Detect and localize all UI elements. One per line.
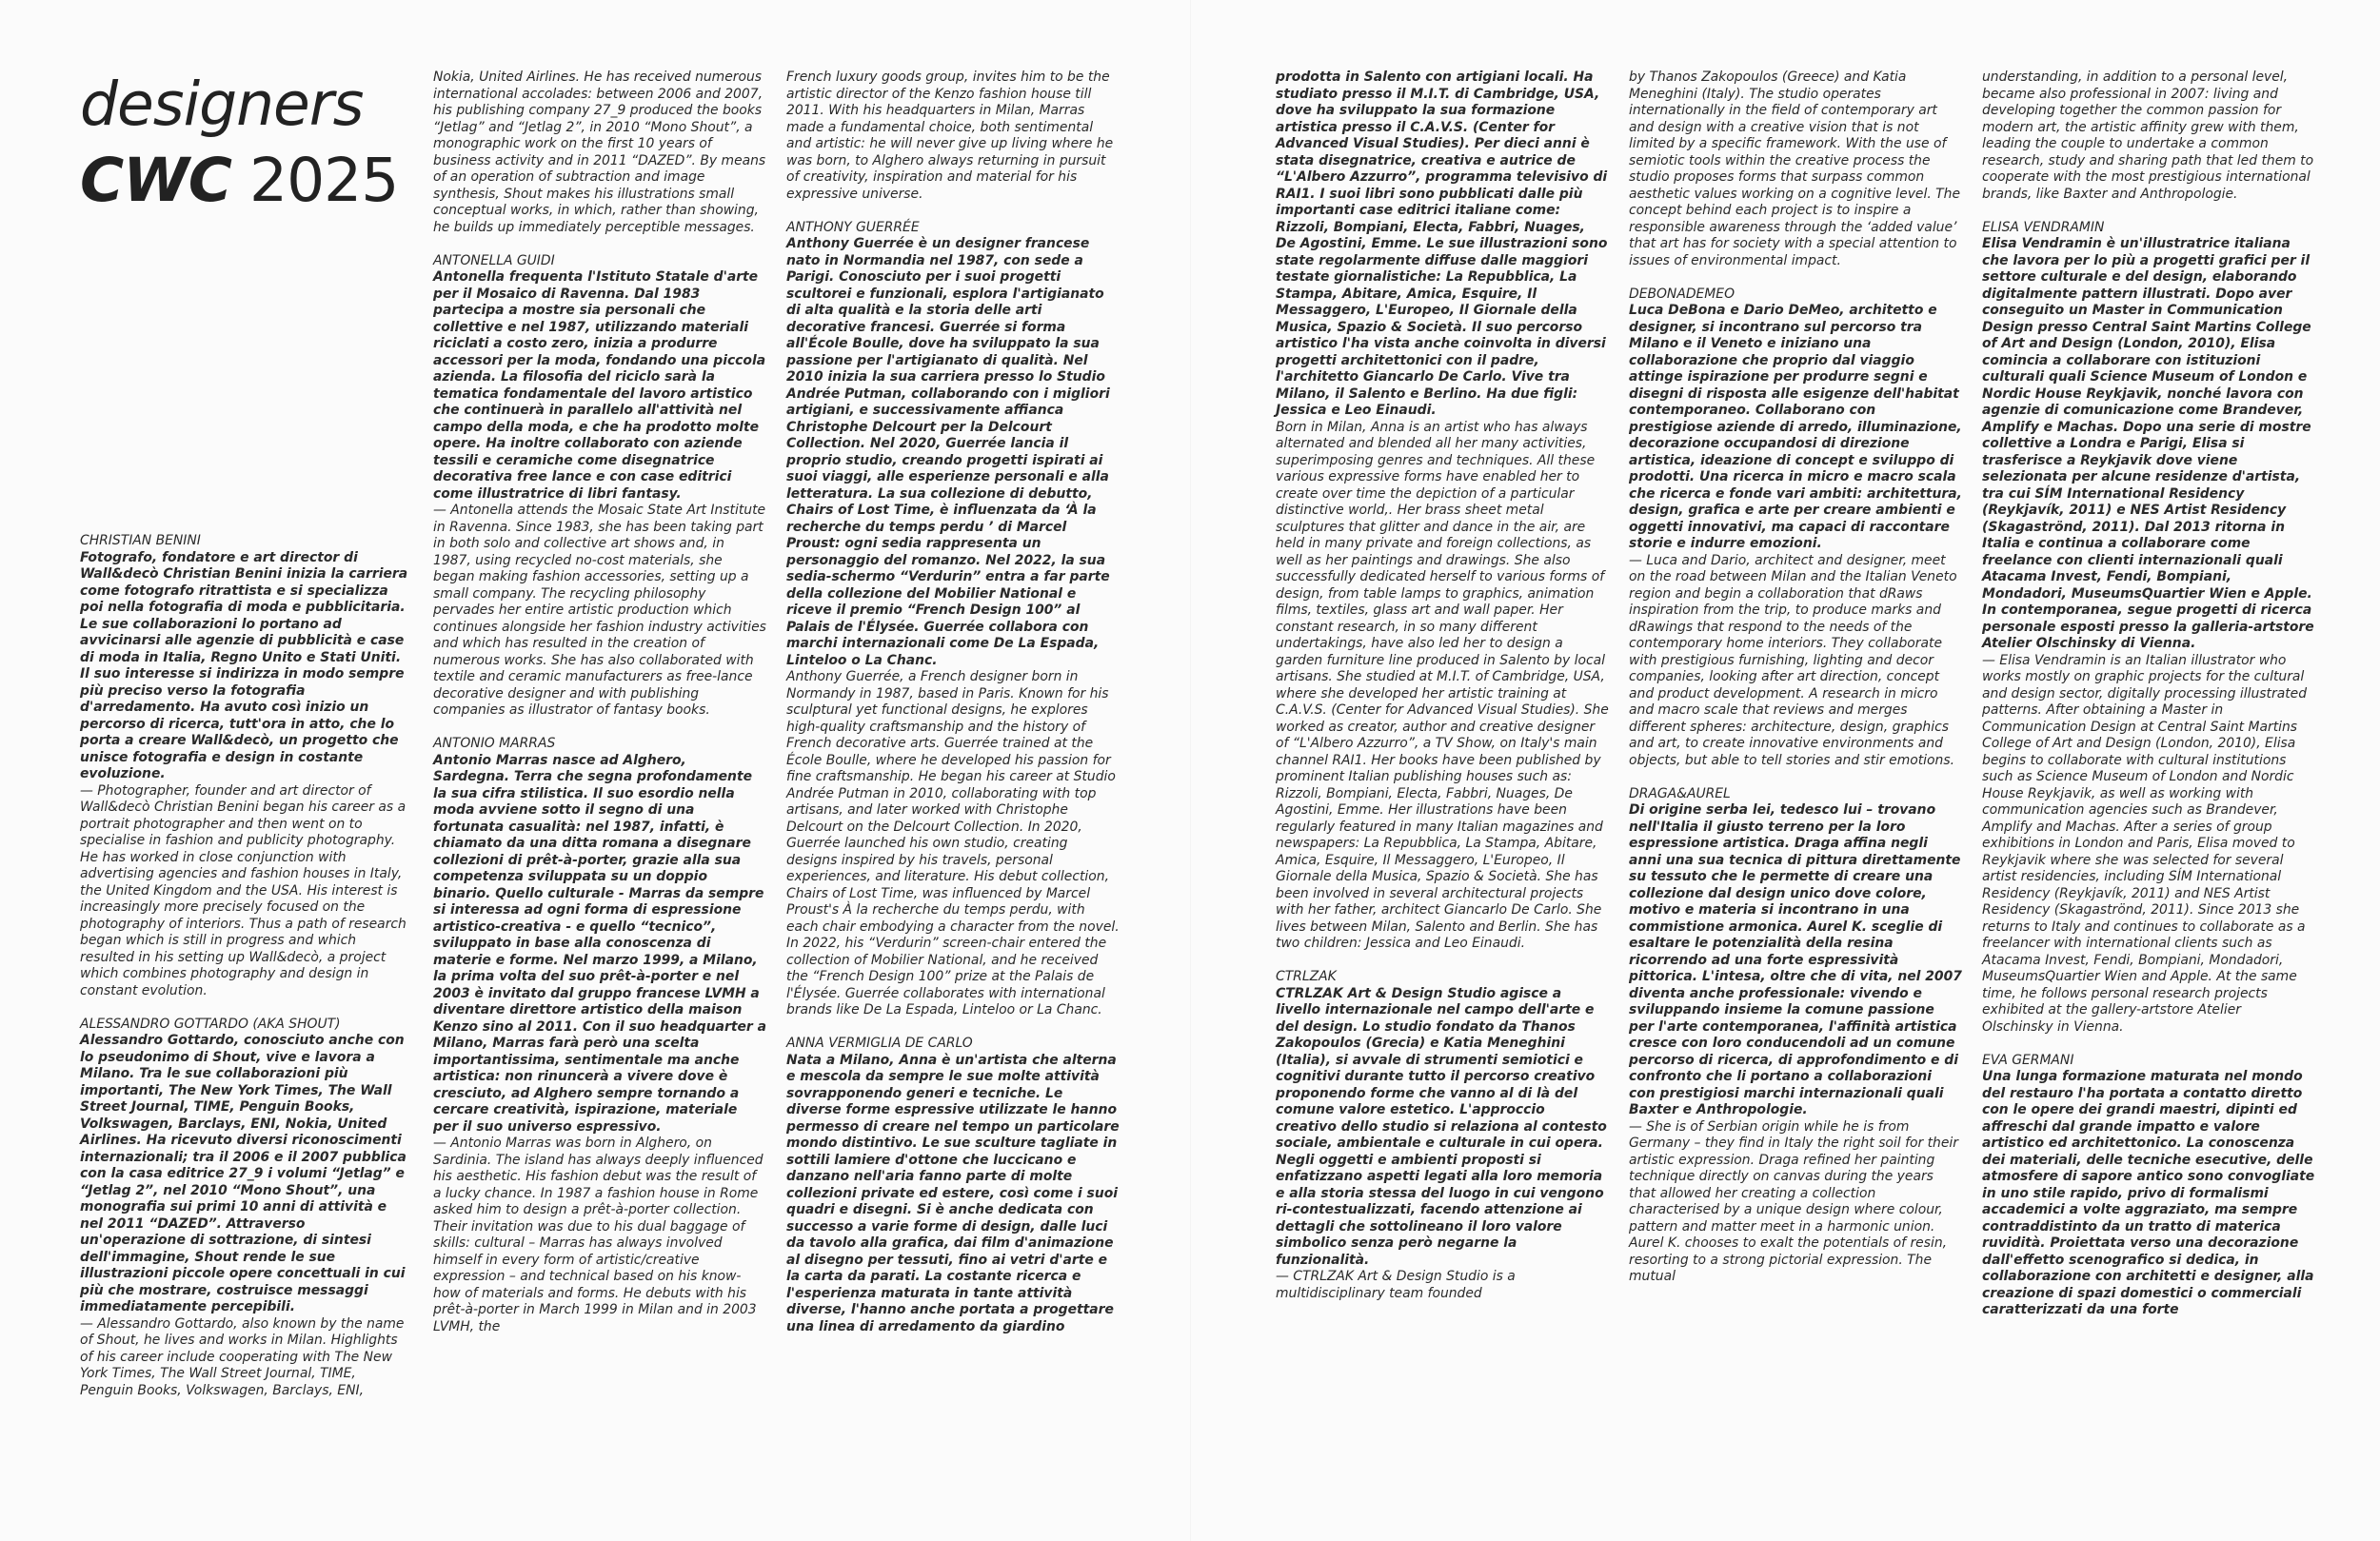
- designer-name-heading: CHRISTIAN BENINI: [80, 533, 201, 548]
- text-column-2: [433, 69, 766, 1335]
- designer-name-heading: ANNA VERMIGLIA DE CARLO: [786, 1036, 973, 1051]
- paragraph-spacer: [433, 720, 766, 737]
- text-column-6: [1982, 69, 2315, 1319]
- text-column-5: [1629, 69, 1962, 1286]
- page-title: [80, 67, 398, 219]
- bio-italian: Nata a Milano, Anna è un'artista che alterna e mescola da sempre le sue molte attività sovrapponendo generi e tecniche. Le diverse forme espressive utilizzate le hanno permesso di creare nel tempo un particolare mondo distintivo. Le sue sculture tagliate in sottili lamiere d'ottone che luccicano e danzano nell'aria fanno parte di molte collezioni private ed estere, così come i suoi quadri e disegni. Si è anche dedicata con successo a varie forme di design, dalle luci da tavolo alla grafica, dai film d'animazione al disegno per tessuti, fino ai vetri d'arte e la carta da parati. La costante ricerca e l'esperienza maturata in tante attività diverse, l'hanno anche portata a progettare una linea di arredamento da giardino: [786, 1052, 1120, 1334]
- text-column-1: [80, 533, 413, 1399]
- title-brand: CWC: [80, 146, 231, 215]
- bio-italian: Una lunga formazione maturata nel mondo del restauro l'ha portata a contatto diretto con le opere dei grandi maestri, dipinti ed affreschi dal grande impatto e valore artistico ed architettonico. La conoscenza dei materiali, delle tecniche esecutive, delle atmosfere di sapore antico sono convogliate in uno stile rapido, privo di formalismi accademici a volte aggraziato, ma sempre contraddistinto da un tratto di materica ruvidità. Proiettata verso una decorazione dall'effetto scenografico si dedica, in collaborazione con architetti e designer, alla creazione di spazi domestici o commerciali caratterizzati da una forte: [1982, 1069, 2315, 1317]
- designer-name-heading: CTRLZAK: [1276, 969, 1337, 984]
- bio-italian: Fotografo, fondatore e art director di Wall&decò Christian Benini inizia la carriera come fotografo ritrattista e si specializza poi nella fotografia di moda e pubblicitaria. Le sue collaborazioni lo portano ad avvicinarsi alle agenzie di pubblicità e case di moda in Italia, Regno Unito e Stati Uniti. Il suo interesse si indirizza in modo sempre più preciso verso la fotografia d'arredamento. Ha avuto così inizio un percorso di ricerca, tutt'ora in atto, che lo porta a creare Wall&decò, un progetto che unisce fotografia e design in costante evoluzione.: [80, 549, 408, 781]
- bio-italian: Luca DeBona e Dario DeMeo, architetto e designer, si incontrano sul percorso tra Milano e il Veneto e iniziano una collaborazione che proprio dal viaggio attinge ispirazione per produrre segni e disegni di risposta alle esigenze dell'habitat contemporaneo. Collaborano con prestigiose aziende di arredo, illuminazione, decorazione occupandosi di direzione artistica, ideazione di concept e sviluppo di prodotti. Una ricerca in micro e macro scala che ricerca e fonde vari ambiti: architettura, design, grafica e arte per creare ambienti e oggetti innovativi, ma capaci di raccontare storie e indurre emozioni.: [1629, 303, 1962, 551]
- bio-italian: CTRLZAK Art & Design Studio agisce a livello internazionale nel campo dell'arte e del design. Lo studio fondato da Thanos Zakopoulos (Grecia) e Katia Meneghini (Italia), si avvale di strumenti semiotici e cognitivi durante tutto il percorso creativo proponendo forme che vanno al di là del comune valore estetico. L'approccio creativo dello studio si relaziona al contesto sociale, ambientale e culturale in cui opera. Negli oggetti e ambienti proposti si enfatizzano aspetti legati alla loro memoria e alla storia stessa del luogo in cui vengono ri-contestualizzati, facendo attenzione ai dettagli che sottolineano il loro valore simbolico senza però negarne la funzionalità.: [1276, 985, 1607, 1268]
- bio-english: Born in Milan, Anna is an artist who has always alternated and blended all her many activities, superimposing genres and techniques. All these various expressive forms have enabled her to create over time the depiction of a particular distinctive world,. Her brass sheet metal sculptures that glitter and dance in the air, are held in many private and foreign collections, as well as her paintings and drawings. She also successfully dedicated herself to various forms of design, from table lamps to graphics, animation films, textiles, glass art and wall paper. Her constant research, in so many different undertakings, have also led her to design a garden furniture line produced in Salento by local artisans. She studied at M.I.T. of Cambridge, USA, where she developed her artistic training at C.A.V.S. (Center for Advanced Visual Studies). She worked as creator, author and creative designer of “L'Albero Azzurro”, a TV Show, on Italy's main channel RAI1. Her books have been published by prominent Italian publishing houses such as: Rizzoli, Bompiani, Electa, Fabbri, Nuages, De Agostini, Emme. Her illustrations have been regularly featured in many Italian magazines and newspapers: La Repubblica, La Stampa, Abitare, Amica, Esquire, Il Messaggero, L'Europeo, Il Giornale della Musica, Spazio & Società. She has been involved in several architectural projects with her father, architect Giancarlo De Carlo. She lives between Milan, Salento and Berlin. She has two children: Jessica and Leo Einaudi.: [1276, 419, 1609, 951]
- bio-english: — Photographer, founder and art director of Wall&decò Christian Benini began his career as a portrait photographer and then went on to specialise in fashion and publicity photography. He has worked in close conjunction with advertising agencies and fashion houses in Italy, the United Kingdom and the USA. His interest is increasingly more precisely focused on the photography of interiors. Thus a path of research began which is still in progress and which resulted in his setting up Wall&decò, a project which combines photography and design in constant evolution.: [80, 782, 407, 998]
- designer-name-heading: DEBONADEMEO: [1629, 286, 1735, 302]
- title-line-designers: designers: [80, 69, 364, 139]
- bio-english: — Elisa Vendramin is an Italian illustrator who works mostly on graphic projects for the cultural and design sector, digitally processing illustrated patterns. After obtaining a Master in Communication Design at Central Saint Martins College of Art and Design (London, 2010), Elisa begins to collaborate with cultural institutions such as Science Museum of London and Nordic House Reykjavik, as well as working with communication agencies such as Brandever, Amplify and Machas. After a series of group exhibitions in London and Paris, Elisa moved to Reykjavik where she was selected for several artist residencies, including SÍM International Residency (Reykjavík, 2011) and NES Artist Residency (Skagaströnd, 2011). Since 2013 she returns to Italy and continues to collaborate as a freelancer with international clients such as Atacama Invest, Fendi, Bompiani, Mondadori, MuseumsQuartier Wien and Apple. At the same time, he follows personal research projects exhibited at the gallery-artstore Atelier Olschinsky in Vienna.: [1982, 652, 2308, 1035]
- designer-name-heading: ANTONIO MARRAS: [433, 736, 556, 751]
- bio-english: — Antonio Marras was born in Alghero, on Sardinia. The island has always deeply influenced his aesthetic. His fashion debut was the result of a lucky chance. In 1987 a fashion house in Rome asked him to design a prêt-à-porter collection. Their invitation was due to his dual baggage of skills: cultural – Marras has always involved himself in every form of artistic/creative expression – and technical based on his know-how of materials and forms. He debuts with his prêt-à-porter in March 1999 in Milan and in 2003 LVMH, the: [433, 1136, 764, 1334]
- bio-english: — She is of Serbian origin while he is from Germany – they find in Italy the right soil for their artistic expression. Draga refined her painting technique directly on canvas during the years that allowed her creating a collection characterised by a unique design where colour, pattern and matter meet in a harmonic union. Aurel K. chooses to exalt the potentials of resin, resorting to a strong pictorial expression. The mutual: [1629, 1118, 1958, 1284]
- bio-english: by Thanos Zakopoulos (Greece) and Katia Meneghini (Italy). The studio operates internationally in the field of contemporary art and design with a creative vision that is not limited by a specific framework. With the use of semiotic tools within the creative process the studio proposes forms that surpass common aesthetic values working on a cognitive level. The concept behind each project is to inspire a responsible awareness through the ‘added value’ that art has for society with a special attention to issues of environmental impact.: [1629, 69, 1960, 268]
- paragraph-spacer: [1982, 1036, 2315, 1053]
- paragraph-spacer: [1982, 203, 2315, 220]
- text-column-4: [1276, 69, 1609, 1302]
- title-year: 2025: [249, 146, 399, 215]
- bio-italian: prodotta in Salento con artigiani locali. Ha studiato presso il M.I.T. di Cambridge, USA, dove ha sviluppato la sua formazione artistica presso il C.A.V.S. (Center for Advanced Visual Studies). Per dieci anni è stata disegnatrice, creativa e autrice de “L'Albero Azzurro”, programma televisivo di RAI1. I suoi libri sono pubblicati dalle più importanti case editrici italiane come: Rizzoli, Bompiani, Electa, Fabbri, Nuages, De Agostini, Emme. Le sue illustrazioni sono state regolarmente diffuse dalle maggiori testate giornalistiche: La Repubblica, La Stampa, Abitare, Amica, Esquire, Il Messaggero, L'Europeo, Il Giornale della Musica, Spazio & Società. Il suo percorso artistico l'ha vista anche coinvolta in diversi progetti architettonici con il padre, l'architetto Giancarlo De Carlo. Vive tra Milano, il Salento e Berlino. Ha due figli: Jessica e Leo Einaudi.: [1276, 69, 1608, 418]
- bio-italian: Antonella frequenta l'Istituto Statale d'arte per il Mosaico di Ravenna. Dal 1983 partecipa a mostre sia personali che collettive e nel 1987, utilizzando materiali riciclati a costo zero, inizia a produrre accessori per la moda, fondando una piccola azienda. La filosofia del riciclo sarà la tematica fondamentale del lavoro artistico che continuerà in parallelo all'attività nel campo della moda, e che ha prodotto molte opere. Ha inoltre collaborato con aziende tessili e ceramiche come disegnatrice decorativa free lance e con case editrici come illustratrice di libri fantasy.: [433, 269, 766, 502]
- bio-italian: Antonio Marras nasce ad Alghero, Sardegna. Terra che segna profondamente la sua cifra stilistica. Il suo esordio nella moda avviene sotto il segno di una fortunata casualità: nel 1987, infatti, è chiamato da una ditta romana a disegnare collezioni di prêt-à-porter, grazie alla sua competenza sviluppata su un doppio binario. Quello culturale - Marras da sempre si interessa ad ogni forma di espressione artistico-creativa - e quello “tecnico”, sviluppato in base alla conoscenza di materie e forme. Nel marzo 1999, a Milano, la prima volta del suo prêt-à-porter e nel 2003 è invitato dal gruppo francese LVMH a diventare direttore artistico della maison Kenzo sino al 2011. Con il suo headquarter a Milano, Marras farà però una scelta importantissima, sentimentale ma anche artistica: non rinuncerà a vivere dove è cresciuto, ad Alghero sempre tornando a cercare creatività, ispirazione, materiale per il suo universo espressivo.: [433, 752, 766, 1135]
- designer-name-heading: ALESSANDRO GOTTARDO (AKA SHOUT): [80, 1016, 341, 1032]
- bio-italian: Elisa Vendramin è un'illustratrice italiana che lavora per lo più a progetti grafici per il settore culturale e del design, elaborando digitalmente pattern illustrati. Dopo aver conseguito un Master in Communication Design presso Central Saint Martins College of Art and Design (London, 2010), Elisa comincia a collaborare con istituzioni culturali quali Science Museum of London e Nordic House Reykjavik, nonché lavora con agenzie di comunicazione come Brandever, Amplify e Machas. Dopo una serie di mostre collettive a Londra e Parigi, Elisa si trasferisce a Reykjavik dove viene selezionata per alcune residenze d'artista, tra cui SÍM International Residency (Reykjavík, 2011) e NES Artist Residency (Skagaströnd, 2011). Dal 2013 ritorna in Italia e continua a collaborare come freelance con clienti internazionali quali Atacama Invest, Fendi, Bompiani, Mondadori, MuseumsQuartier Wien e Apple. In contemporanea, segue progetti di ricerca personale esposti presso la galleria-artstore Atelier Olschinsky di Vienna.: [1982, 236, 2314, 651]
- designer-name-heading: ANTONELLA GUIDI: [433, 252, 555, 268]
- paragraph-spacer: [80, 999, 413, 1017]
- bio-english: French luxury goods group, invites him to be the artistic director of the Kenzo fashion house till 2011. With his headquarters in Milan, Marras made a fundamental choice, both sentimental and artistic: he will never give up living where he was born, to Alghero always returning in pursuit of creativity, inspiration and material for his expressive universe.: [786, 69, 1114, 202]
- bio-english: Anthony Guerrée, a French designer born in Normandy in 1987, based in Paris. Known for his sculptural yet functional designs, he explores high-quality craftsmanship and the history of French decorative arts. Guerrée trained at the École Boulle, where he developed his passion for fine craftsmanship. He began his career at Studio Andrée Putman in 2010, collaborating with top artisans, and later worked with Christophe Delcourt on the Delcourt Collection. In 2020, Guerrée launched his own studio, creating designs inspired by his travels, personal experiences, and literature. His debut collection, Chairs of Lost Time, was influenced by Marcel Proust's À la recherche du temps perdu, with each chair embodying a character from the novel. In 2022, his “Verdurin” screen-chair entered the collection of Mobilier National, and he received the “French Design 100” prize at the Palais de l'Élysée. Guerrée collaborates with international brands like De La Espada, Linteloo or La Chanc.: [786, 669, 1120, 1017]
- bio-italian: Anthony Guerrée è un designer francese nato in Normandia nel 1987, con sede a Parigi. Conosciuto per i suoi progetti scultorei e funzionali, esplora l'artigianato di alta qualità e la storia delle arti decorative francesi. Guerrée si forma all'École Boulle, dove ha sviluppato la sua passione per l'artigianato di qualità. Nel 2010 inizia la sua carriera presso lo Studio Andrée Putman, collaborando con i migliori artigiani, e successivamente affianca Christophe Delcourt per la Delcourt Collection. Nel 2020, Guerrée lancia il proprio studio, creando progetti ispirati ai suoi viaggi, alle esperienze personali e alla letteratura. La sua collezione di debutto, Chairs of Lost Time, è influenzata da ‘À la recherche du temps perdu ’ di Marcel Proust: ogni sedia rappresenta un personaggio del romanzo. Nel 2022, la sua sedia-schermo “Verdurin” entra a far parte della collezione del Mobilier National e riceve il premio “French Design 100” al Palais de l'Élysée. Guerrée collabora con marchi internazionali come De La Espada, Linteloo o La Chanc.: [786, 236, 1110, 668]
- designer-name-heading: DRAGA&AUREL: [1629, 785, 1731, 801]
- designer-name-heading: EVA GERMANI: [1982, 1052, 2074, 1068]
- page-fold: [1190, 0, 1191, 1541]
- bio-english: Nokia, United Airlines. He has received numerous international accolades: between 2006 and 2007, his publishing company 27_9 produced the books “Jetlag” and “Jetlag 2”, in 2010 “Mono Shout”, a monographic work on the first 10 years of business activity and in 2011 “DAZED”. By means of an operation of subtraction and image synthesis, Shout makes his illustrations small conceptual works, in which, rather than showing, he builds up immediately perceptible messages.: [433, 69, 766, 235]
- bio-english: — Antonella attends the Mosaic State Art Institute in Ravenna. Since 1983, she has been taking part in both solo and collective art shows and, in 1987, using recycled no-cost materials, she began making fashion accessories, setting up a small company. The recycling philosophy pervades her entire artistic production which continues alongside her fashion industry activities and which has resulted in the creation of numerous works. She has also collaborated with textile and ceramic manufacturers as free-lance decorative designer and with publishing companies as illustrator of fantasy books.: [433, 503, 766, 718]
- bio-english: — Luca and Dario, architect and designer, meet on the road between Milan and the Italian Veneto region and begin a collaboration that dRaws inspiration from the trip, to produce marks and dRawings that respond to the needs of the contemporary home interiors. They collaborate with prestigious furnishing, lighting and decor companies, looking after art direction, concept and product development. A research in micro and macro scale that reviews and merges different spheres: architecture, design, graphics and art, to create innovative environments and objects, but able to tell stories and stir emotions.: [1629, 552, 1957, 768]
- paragraph-spacer: [433, 236, 766, 253]
- bio-italian: Di origine serba lei, tedesco lui – trovano nell'Italia il giusto terreno per la loro espressione artistica. Draga affina negli anni una sua tecnica di pittura direttamente su tessuto che le permette di creare una collezione dal design unico dove colore, motivo e materia si incontrano in una commistione armonica. Aurel K. sceglie di esaltare le potenzialità della resina ricorrendo ad una forte espressività pittorica. L'intesa, oltre che di vita, nel 2007 diventa anche professionale: vivendo e sviluppando insieme la comune passione per l'arte contemporanea, l'affinità artistica cresce con loro conducendoli ad un comune percorso di ricerca, di approfondimento e di confronto che li portano a collaborazioni con prestigiosi marchi internazionali quali Baxter e Anthropologie.: [1629, 802, 1962, 1117]
- designer-name-heading: ANTHONY GUERRÉE: [786, 219, 920, 235]
- text-column-3: [786, 69, 1120, 1335]
- bio-english: — Alessandro Gottardo, also known by the name of Shout, he lives and works in Milan. Highlights of his career include cooperating with The New York Times, The Wall Street Journal, TIME, Penguin Books, Volkswagen, Barclays, ENI,: [80, 1315, 405, 1398]
- paragraph-spacer: [1629, 269, 1962, 286]
- designer-name-heading: ELISA VENDRAMIN: [1982, 219, 2105, 235]
- paragraph-spacer: [786, 1019, 1120, 1037]
- paragraph-spacer: [1276, 953, 1609, 970]
- bio-english: — CTRLZAK Art & Design Studio is a multidisciplinary team founded: [1276, 1269, 1516, 1301]
- bio-english: understanding, in addition to a personal level, became also professional in 2007: living and developing together the common passion for modern art, the artistic affinity grew with them, leading the couple to undertake a common research, study and sharing path that led them to cooperate with the most prestigious international brands, like Baxter and Anthropologie.: [1982, 69, 2314, 202]
- paragraph-spacer: [1629, 769, 1962, 786]
- title-line-brand-year: [80, 143, 398, 219]
- paragraph-spacer: [786, 203, 1120, 220]
- bio-italian: Alessandro Gottardo, conosciuto anche con lo pseudonimo di Shout, vive e lavora a Milano. Tra le sue collaborazioni più importanti, The New York Times, The Wall Street Journal, TIME, Penguin Books, Volkswagen, Barclays, ENI, Nokia, United Airlines. Ha ricevuto diversi riconoscimenti internazionali; tra il 2006 e il 2007 pubblica con la casa editrice 27_9 i volumi “Jetlag” e “Jetlag 2”, nel 2010 “Mono Shout”, una monografia sui primi 10 anni di attività e nel 2011 “DAZED”. Attraverso un'operazione di sottrazione, di sintesi dell'immagine, Shout rende le sue illustrazioni piccole opere concettuali in cui più che mostrare, costruisce messaggi immediatamente percepibili.: [80, 1033, 407, 1314]
